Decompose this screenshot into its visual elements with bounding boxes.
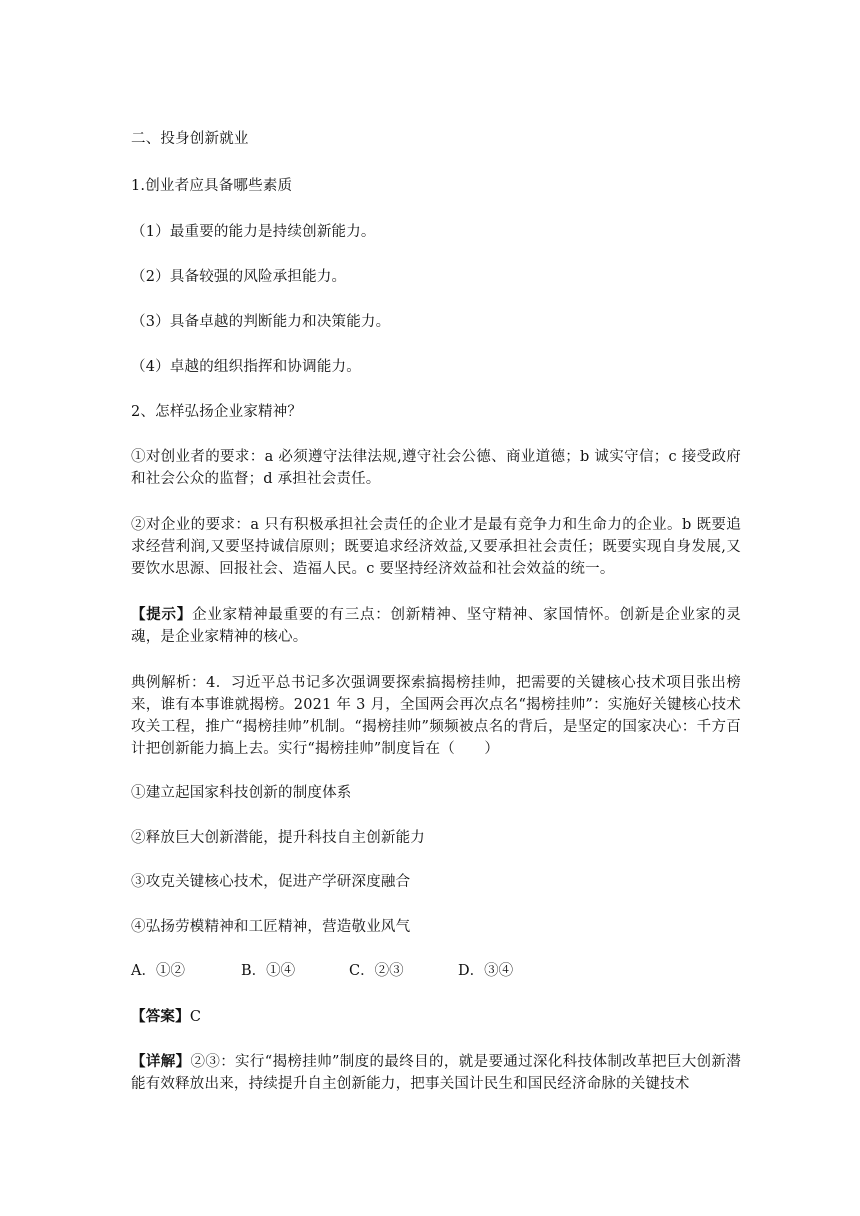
statement-1: ①建立起国家科技创新的制度体系 <box>131 785 352 801</box>
option-b: B．①④ <box>241 963 296 979</box>
q1-item-1: （1）最重要的能力是持续创新能力。 <box>131 224 376 240</box>
question-1-title: 1.创业者应具备哪些素质 <box>131 178 293 194</box>
answer-label: 【答案】 <box>131 1008 190 1025</box>
detail-text: ②③：实行“揭榜挂帅”制度的最终目的，就是要通过深化科技体制改革把巨大创新潜能有效释放出来，持续提升自主创新能力，把事关国计民生和国民经济命脉的关键技术 <box>131 1054 741 1092</box>
tip-label: 【提示】 <box>131 606 193 623</box>
detail-label: 【详解】 <box>131 1053 191 1070</box>
q1-item-3: （3）具备卓越的判断能力和决策能力。 <box>131 314 391 330</box>
detail-paragraph <box>131 1051 741 1095</box>
option-d: D．③④ <box>458 963 514 979</box>
q2-paragraph-1: ①对创业者的要求：a 必须遵守法律法规,遵守社会公德、商业道德；b 诚实守信；c 接受政府和社会公众的监督；d 承担社会责任。 <box>131 449 741 487</box>
q2-paragraph-2: ②对企业的要求：a 只有积极承担社会责任的企业才是最有竞争力和生命力的企业。b 既要追求经营利润,又要坚持诚信原则；既要追求经济效益,又要承担社会责任；既要实现自身发展,又要饮水思源、回报社会、造福人民。c 要坚持经济效益和社会效益的统一。 <box>131 517 741 577</box>
option-a: A．①② <box>131 963 185 979</box>
answer-line <box>131 1006 741 1028</box>
option-c: C．②③ <box>349 963 404 979</box>
statement-3: ③攻克关键核心技术，促进产学研深度融合 <box>131 874 411 890</box>
statement-4: ④弘扬劳模精神和工匠精神，营造敬业风气 <box>131 919 411 935</box>
q1-item-4: （4）卓越的组织指挥和协调能力。 <box>131 359 361 375</box>
q1-item-2: （2）具备较强的风险承担能力。 <box>131 269 347 285</box>
section-title: 二、投身创新就业 <box>131 131 249 147</box>
statement-2: ②释放巨大创新潜能，提升科技自主创新能力 <box>131 830 425 846</box>
question-2-title: 2、怎样弘扬企业家精神？ <box>131 404 303 420</box>
answer-value: C <box>189 1009 202 1025</box>
example-paragraph: 典例解析：4．习近平总书记多次强调要探索搞揭榜挂帅，把需要的关键核心技术项目张出榜来，谁有本事谁就揭榜。2021 年 3 月，全国两会再次点名“揭榜挂帅”：实施好关键核心技术攻关工程，推广“揭榜挂帅”机制。“揭榜挂帅”频频被点名的背后，是坚定的国家决心：千方百计把创新能力搞上去。实行“揭榜挂帅”制度旨在（ ） <box>131 675 741 757</box>
tip-paragraph <box>131 604 741 648</box>
tip-text: 企业家精神最重要的有三点：创新精神、坚守精神、家国情怀。创新是企业家的灵魂，是企业家精神的核心。 <box>131 607 741 645</box>
